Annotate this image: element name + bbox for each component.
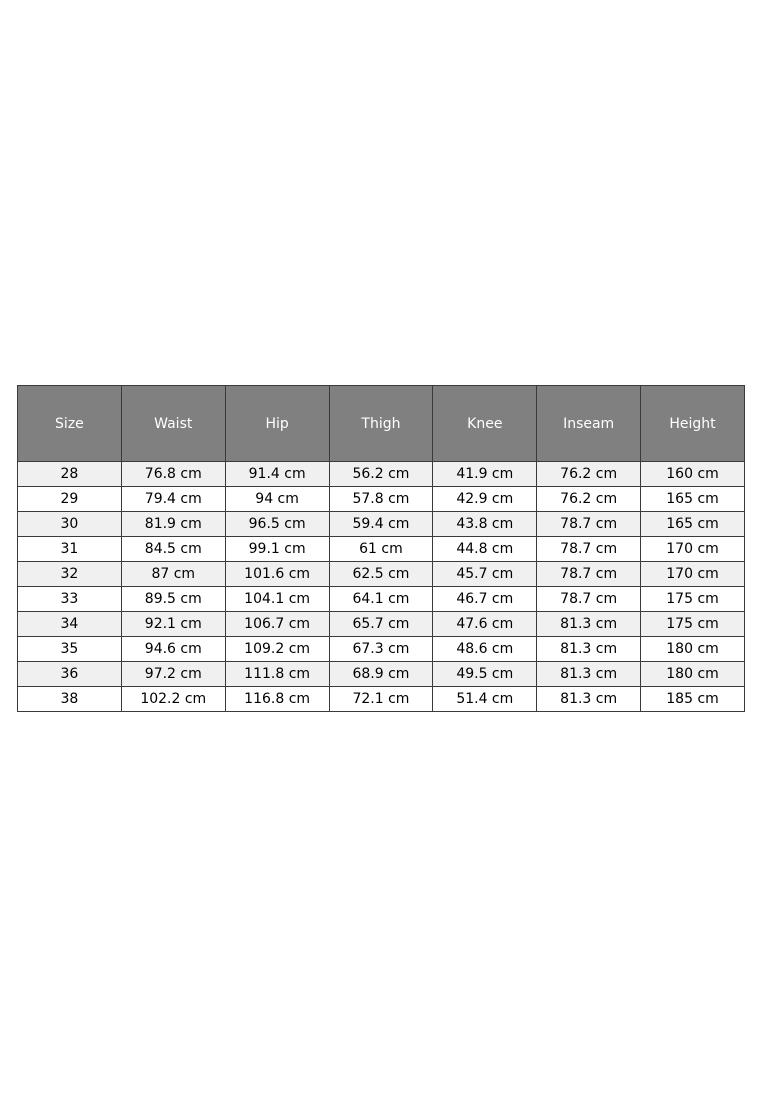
cell-thigh: 68.9 cm xyxy=(329,662,433,687)
cell-inseam: 81.3 cm xyxy=(537,637,641,662)
cell-size: 29 xyxy=(18,487,122,512)
cell-thigh: 57.8 cm xyxy=(329,487,433,512)
cell-hip: 116.8 cm xyxy=(225,687,329,712)
header-knee: Knee xyxy=(433,386,537,462)
cell-knee: 44.8 cm xyxy=(433,537,537,562)
cell-thigh: 67.3 cm xyxy=(329,637,433,662)
cell-size: 34 xyxy=(18,612,122,637)
cell-hip: 111.8 cm xyxy=(225,662,329,687)
cell-inseam: 76.2 cm xyxy=(537,487,641,512)
header-hip: Hip xyxy=(225,386,329,462)
table-row xyxy=(18,687,745,712)
cell-hip: 104.1 cm xyxy=(225,587,329,612)
header-size: Size xyxy=(18,386,122,462)
header-waist: Waist xyxy=(121,386,225,462)
cell-height: 165 cm xyxy=(641,487,745,512)
header-thigh: Thigh xyxy=(329,386,433,462)
cell-knee: 42.9 cm xyxy=(433,487,537,512)
table-row xyxy=(18,612,745,637)
cell-size: 30 xyxy=(18,512,122,537)
cell-height: 185 cm xyxy=(641,687,745,712)
header-height: Height xyxy=(641,386,745,462)
cell-waist: 89.5 cm xyxy=(121,587,225,612)
cell-thigh: 65.7 cm xyxy=(329,612,433,637)
cell-waist: 94.6 cm xyxy=(121,637,225,662)
cell-height: 175 cm xyxy=(641,612,745,637)
cell-thigh: 72.1 cm xyxy=(329,687,433,712)
table-header xyxy=(18,386,745,462)
cell-inseam: 76.2 cm xyxy=(537,462,641,487)
cell-hip: 96.5 cm xyxy=(225,512,329,537)
cell-hip: 99.1 cm xyxy=(225,537,329,562)
cell-waist: 87 cm xyxy=(121,562,225,587)
cell-knee: 45.7 cm xyxy=(433,562,537,587)
table-row xyxy=(18,587,745,612)
header-row xyxy=(18,386,745,462)
cell-inseam: 78.7 cm xyxy=(537,562,641,587)
size-chart-table xyxy=(17,385,745,712)
cell-waist: 92.1 cm xyxy=(121,612,225,637)
cell-thigh: 61 cm xyxy=(329,537,433,562)
cell-inseam: 81.3 cm xyxy=(537,612,641,637)
cell-hip: 91.4 cm xyxy=(225,462,329,487)
table-row xyxy=(18,562,745,587)
table-row xyxy=(18,487,745,512)
cell-size: 35 xyxy=(18,637,122,662)
cell-waist: 76.8 cm xyxy=(121,462,225,487)
cell-height: 180 cm xyxy=(641,637,745,662)
cell-waist: 97.2 cm xyxy=(121,662,225,687)
cell-knee: 49.5 cm xyxy=(433,662,537,687)
cell-height: 165 cm xyxy=(641,512,745,537)
cell-hip: 101.6 cm xyxy=(225,562,329,587)
table-row xyxy=(18,662,745,687)
cell-size: 31 xyxy=(18,537,122,562)
table-row xyxy=(18,512,745,537)
cell-inseam: 78.7 cm xyxy=(537,512,641,537)
cell-waist: 81.9 cm xyxy=(121,512,225,537)
cell-waist: 79.4 cm xyxy=(121,487,225,512)
cell-height: 170 cm xyxy=(641,537,745,562)
cell-inseam: 78.7 cm xyxy=(537,587,641,612)
cell-height: 175 cm xyxy=(641,587,745,612)
cell-thigh: 56.2 cm xyxy=(329,462,433,487)
cell-knee: 48.6 cm xyxy=(433,637,537,662)
cell-thigh: 64.1 cm xyxy=(329,587,433,612)
cell-height: 170 cm xyxy=(641,562,745,587)
cell-size: 36 xyxy=(18,662,122,687)
cell-knee: 47.6 cm xyxy=(433,612,537,637)
cell-thigh: 62.5 cm xyxy=(329,562,433,587)
table-row xyxy=(18,637,745,662)
cell-height: 160 cm xyxy=(641,462,745,487)
header-inseam: Inseam xyxy=(537,386,641,462)
cell-waist: 84.5 cm xyxy=(121,537,225,562)
cell-size: 33 xyxy=(18,587,122,612)
cell-height: 180 cm xyxy=(641,662,745,687)
cell-thigh: 59.4 cm xyxy=(329,512,433,537)
cell-knee: 43.8 cm xyxy=(433,512,537,537)
table-row xyxy=(18,537,745,562)
cell-knee: 51.4 cm xyxy=(433,687,537,712)
cell-waist: 102.2 cm xyxy=(121,687,225,712)
cell-hip: 106.7 cm xyxy=(225,612,329,637)
cell-hip: 94 cm xyxy=(225,487,329,512)
table-body xyxy=(18,462,745,712)
cell-size: 28 xyxy=(18,462,122,487)
cell-size: 32 xyxy=(18,562,122,587)
cell-size: 38 xyxy=(18,687,122,712)
cell-knee: 46.7 cm xyxy=(433,587,537,612)
cell-inseam: 81.3 cm xyxy=(537,687,641,712)
cell-inseam: 81.3 cm xyxy=(537,662,641,687)
cell-inseam: 78.7 cm xyxy=(537,537,641,562)
cell-knee: 41.9 cm xyxy=(433,462,537,487)
cell-hip: 109.2 cm xyxy=(225,637,329,662)
table-row xyxy=(18,462,745,487)
